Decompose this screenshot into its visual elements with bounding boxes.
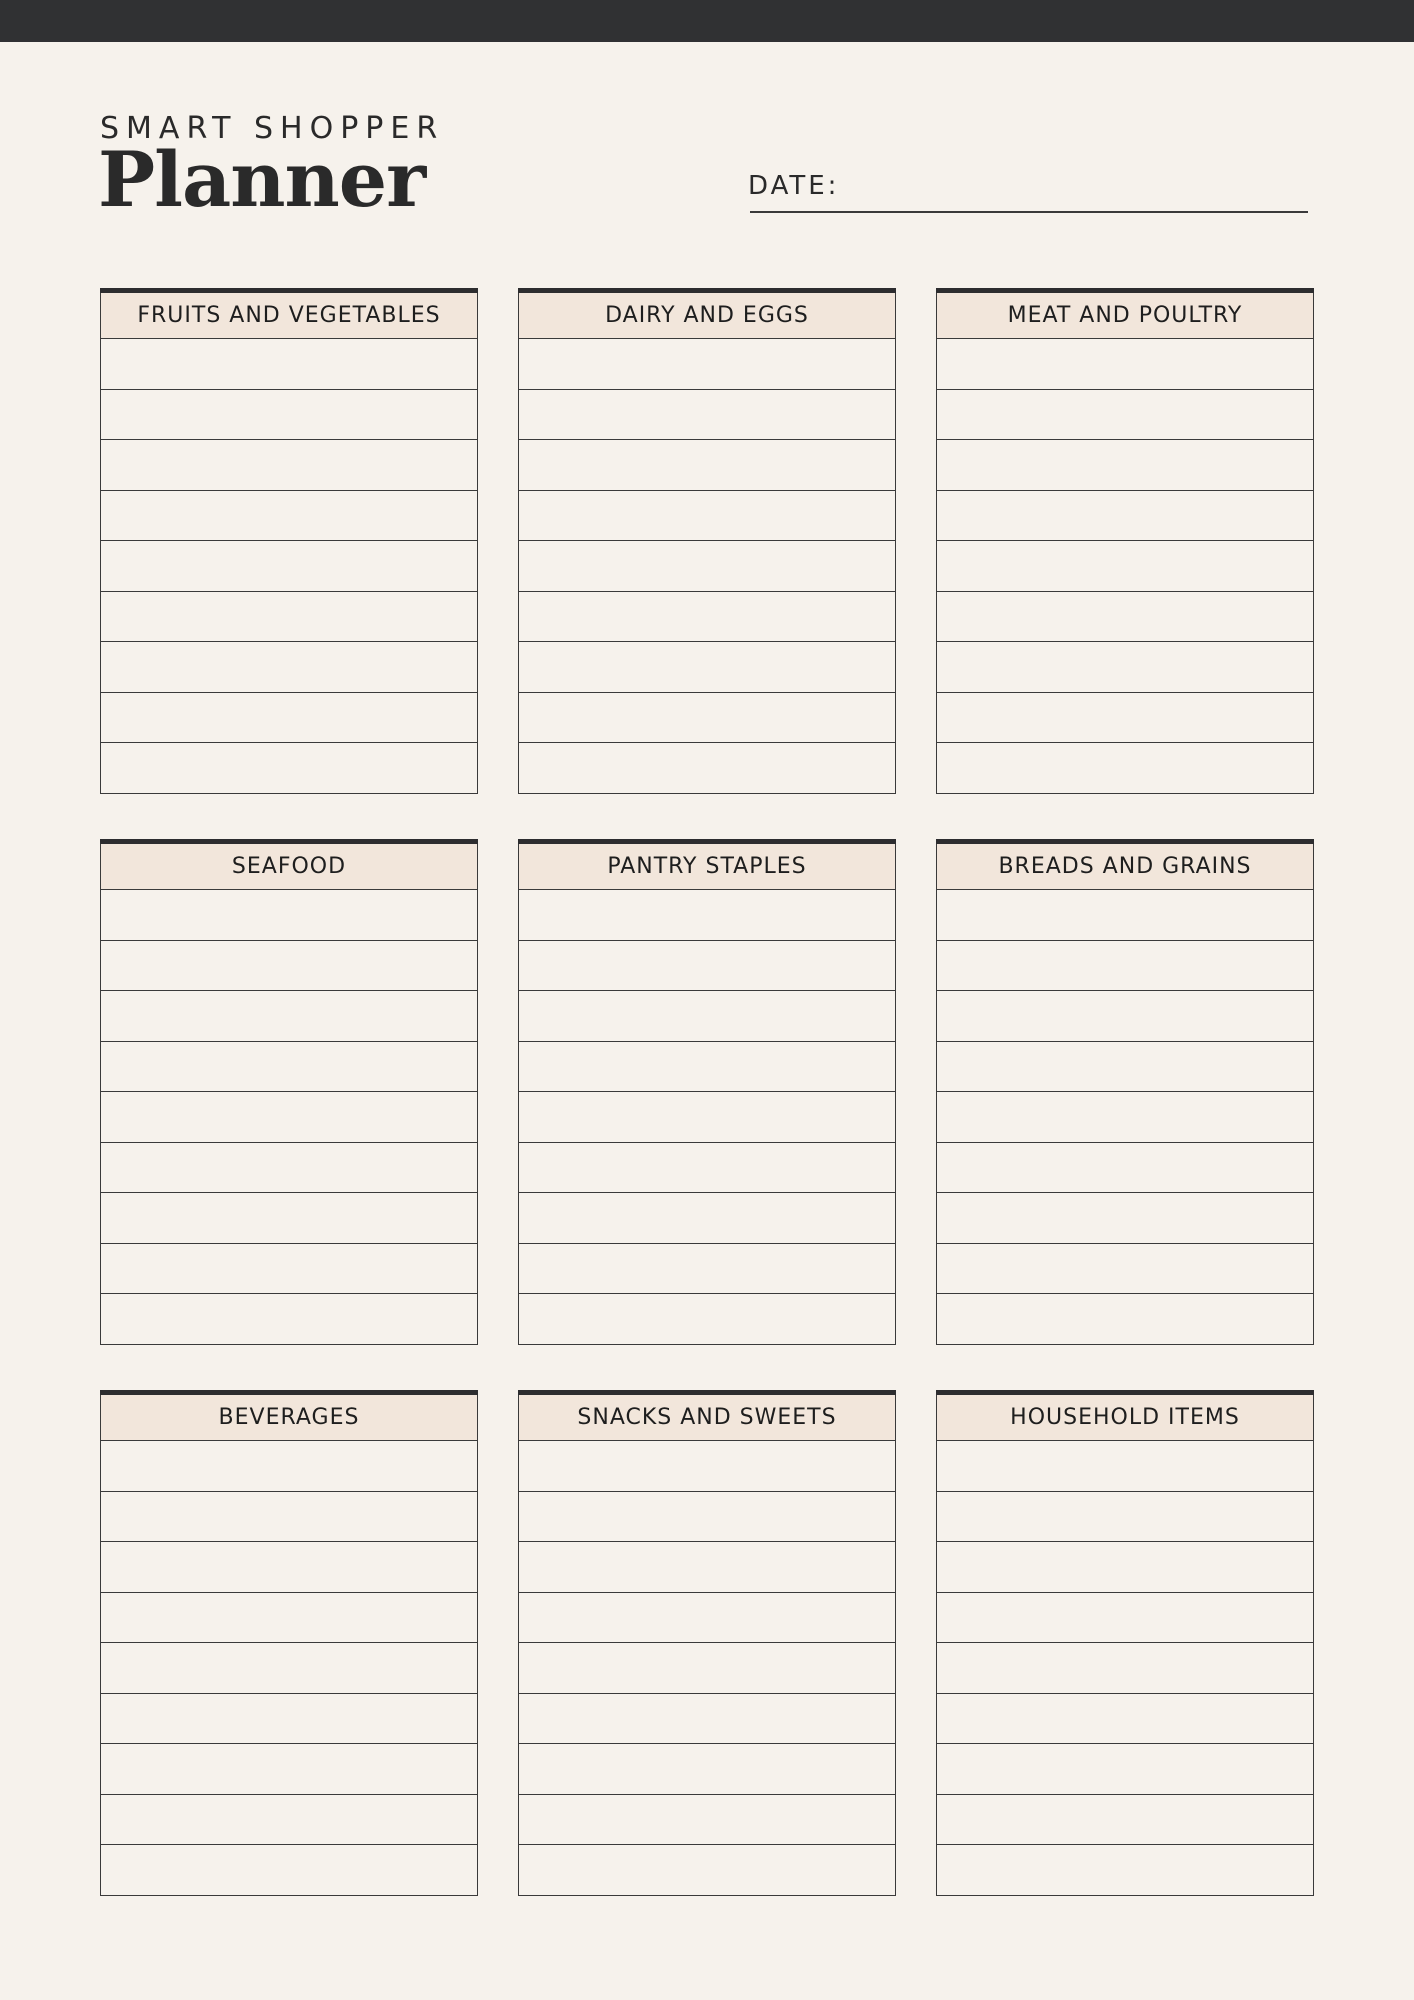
list-row[interactable] <box>101 1795 477 1846</box>
list-row[interactable] <box>937 390 1313 441</box>
list-row[interactable] <box>519 743 895 794</box>
section-header: DAIRY AND EGGS <box>518 293 896 339</box>
section-box <box>518 288 896 806</box>
section-header: BREADS AND GRAINS <box>936 844 1314 890</box>
section-header: MEAT AND POULTRY <box>936 293 1314 339</box>
section-rows <box>518 890 896 1345</box>
list-row[interactable] <box>101 541 477 592</box>
list-row[interactable] <box>519 1244 895 1295</box>
list-row[interactable] <box>101 1193 477 1244</box>
list-row[interactable] <box>937 1694 1313 1745</box>
list-row[interactable] <box>101 991 477 1042</box>
section-box <box>100 1390 478 1908</box>
list-row[interactable] <box>937 693 1313 744</box>
list-row[interactable] <box>519 1092 895 1143</box>
list-row[interactable] <box>101 1294 477 1345</box>
section-rows <box>936 890 1314 1345</box>
list-row[interactable] <box>937 592 1313 643</box>
section-header: SNACKS AND SWEETS <box>518 1395 896 1441</box>
list-row[interactable] <box>937 1244 1313 1295</box>
list-row[interactable] <box>937 743 1313 794</box>
section-rows <box>100 890 478 1345</box>
list-row[interactable] <box>519 390 895 441</box>
list-row[interactable] <box>101 890 477 941</box>
list-row[interactable] <box>101 1092 477 1143</box>
list-row[interactable] <box>519 592 895 643</box>
list-row[interactable] <box>519 1294 895 1345</box>
section-rows <box>518 1441 896 1896</box>
page-title: Planner <box>98 135 426 224</box>
list-row[interactable] <box>519 1042 895 1093</box>
list-row[interactable] <box>101 941 477 992</box>
list-row[interactable] <box>937 1193 1313 1244</box>
list-row[interactable] <box>101 1042 477 1093</box>
list-row[interactable] <box>101 1492 477 1543</box>
list-row[interactable] <box>519 1795 895 1846</box>
list-row[interactable] <box>101 1542 477 1593</box>
list-row[interactable] <box>101 1845 477 1896</box>
list-row[interactable] <box>937 1441 1313 1492</box>
list-row[interactable] <box>937 1492 1313 1543</box>
list-row[interactable] <box>519 491 895 542</box>
list-row[interactable] <box>101 592 477 643</box>
section-header: HOUSEHOLD ITEMS <box>936 1395 1314 1441</box>
date-label: DATE: <box>748 171 840 201</box>
list-row[interactable] <box>519 991 895 1042</box>
list-row[interactable] <box>519 890 895 941</box>
list-row[interactable] <box>519 1441 895 1492</box>
list-row[interactable] <box>101 1694 477 1745</box>
section-box <box>518 1390 896 1908</box>
list-row[interactable] <box>101 339 477 390</box>
list-row[interactable] <box>519 339 895 390</box>
list-row[interactable] <box>519 1643 895 1694</box>
section-rows <box>100 339 478 794</box>
list-row[interactable] <box>101 693 477 744</box>
sections-grid <box>100 288 1314 1908</box>
list-row[interactable] <box>101 491 477 542</box>
section-box <box>936 839 1314 1357</box>
list-row[interactable] <box>101 1593 477 1644</box>
list-row[interactable] <box>101 743 477 794</box>
list-row[interactable] <box>101 390 477 441</box>
list-row[interactable] <box>101 1441 477 1492</box>
list-row[interactable] <box>937 339 1313 390</box>
section-rows <box>936 339 1314 794</box>
list-row[interactable] <box>101 1244 477 1295</box>
list-row[interactable] <box>937 941 1313 992</box>
list-row[interactable] <box>519 1845 895 1896</box>
list-row[interactable] <box>937 1092 1313 1143</box>
page-eyebrow: SMART SHOPPER <box>100 111 445 146</box>
list-row[interactable] <box>101 642 477 693</box>
section-header: BEVERAGES <box>100 1395 478 1441</box>
section-box <box>936 1390 1314 1908</box>
list-row[interactable] <box>937 642 1313 693</box>
top-bar <box>0 0 1414 42</box>
list-row[interactable] <box>937 1593 1313 1644</box>
list-row[interactable] <box>937 1294 1313 1345</box>
section-box <box>100 288 478 806</box>
list-row[interactable] <box>519 541 895 592</box>
section-box <box>518 839 896 1357</box>
list-row[interactable] <box>937 890 1313 941</box>
list-row[interactable] <box>519 1694 895 1745</box>
list-row[interactable] <box>519 1143 895 1194</box>
section-box <box>100 839 478 1357</box>
list-row[interactable] <box>519 1193 895 1244</box>
list-row[interactable] <box>101 1744 477 1795</box>
section-rows <box>936 1441 1314 1896</box>
section-header: SEAFOOD <box>100 844 478 890</box>
list-row[interactable] <box>101 1643 477 1694</box>
list-row[interactable] <box>519 1744 895 1795</box>
list-row[interactable] <box>519 440 895 491</box>
list-row[interactable] <box>101 440 477 491</box>
list-row[interactable] <box>937 1143 1313 1194</box>
list-row[interactable] <box>937 1845 1313 1896</box>
list-row[interactable] <box>937 1795 1313 1846</box>
list-row[interactable] <box>101 1143 477 1194</box>
list-row[interactable] <box>519 693 895 744</box>
section-rows <box>518 339 896 794</box>
section-header: PANTRY STAPLES <box>518 844 896 890</box>
list-row[interactable] <box>519 642 895 693</box>
section-header: FRUITS AND VEGETABLES <box>100 293 478 339</box>
list-row[interactable] <box>937 1542 1313 1593</box>
list-row[interactable] <box>937 440 1313 491</box>
list-row[interactable] <box>519 941 895 992</box>
list-row[interactable] <box>519 1542 895 1593</box>
list-row[interactable] <box>937 1744 1313 1795</box>
list-row[interactable] <box>937 1042 1313 1093</box>
list-row[interactable] <box>937 491 1313 542</box>
list-row[interactable] <box>519 1593 895 1644</box>
section-box <box>936 288 1314 806</box>
section-rows <box>100 1441 478 1896</box>
list-row[interactable] <box>519 1492 895 1543</box>
list-row[interactable] <box>937 541 1313 592</box>
list-row[interactable] <box>937 991 1313 1042</box>
date-field[interactable] <box>750 211 1308 213</box>
list-row[interactable] <box>937 1643 1313 1694</box>
